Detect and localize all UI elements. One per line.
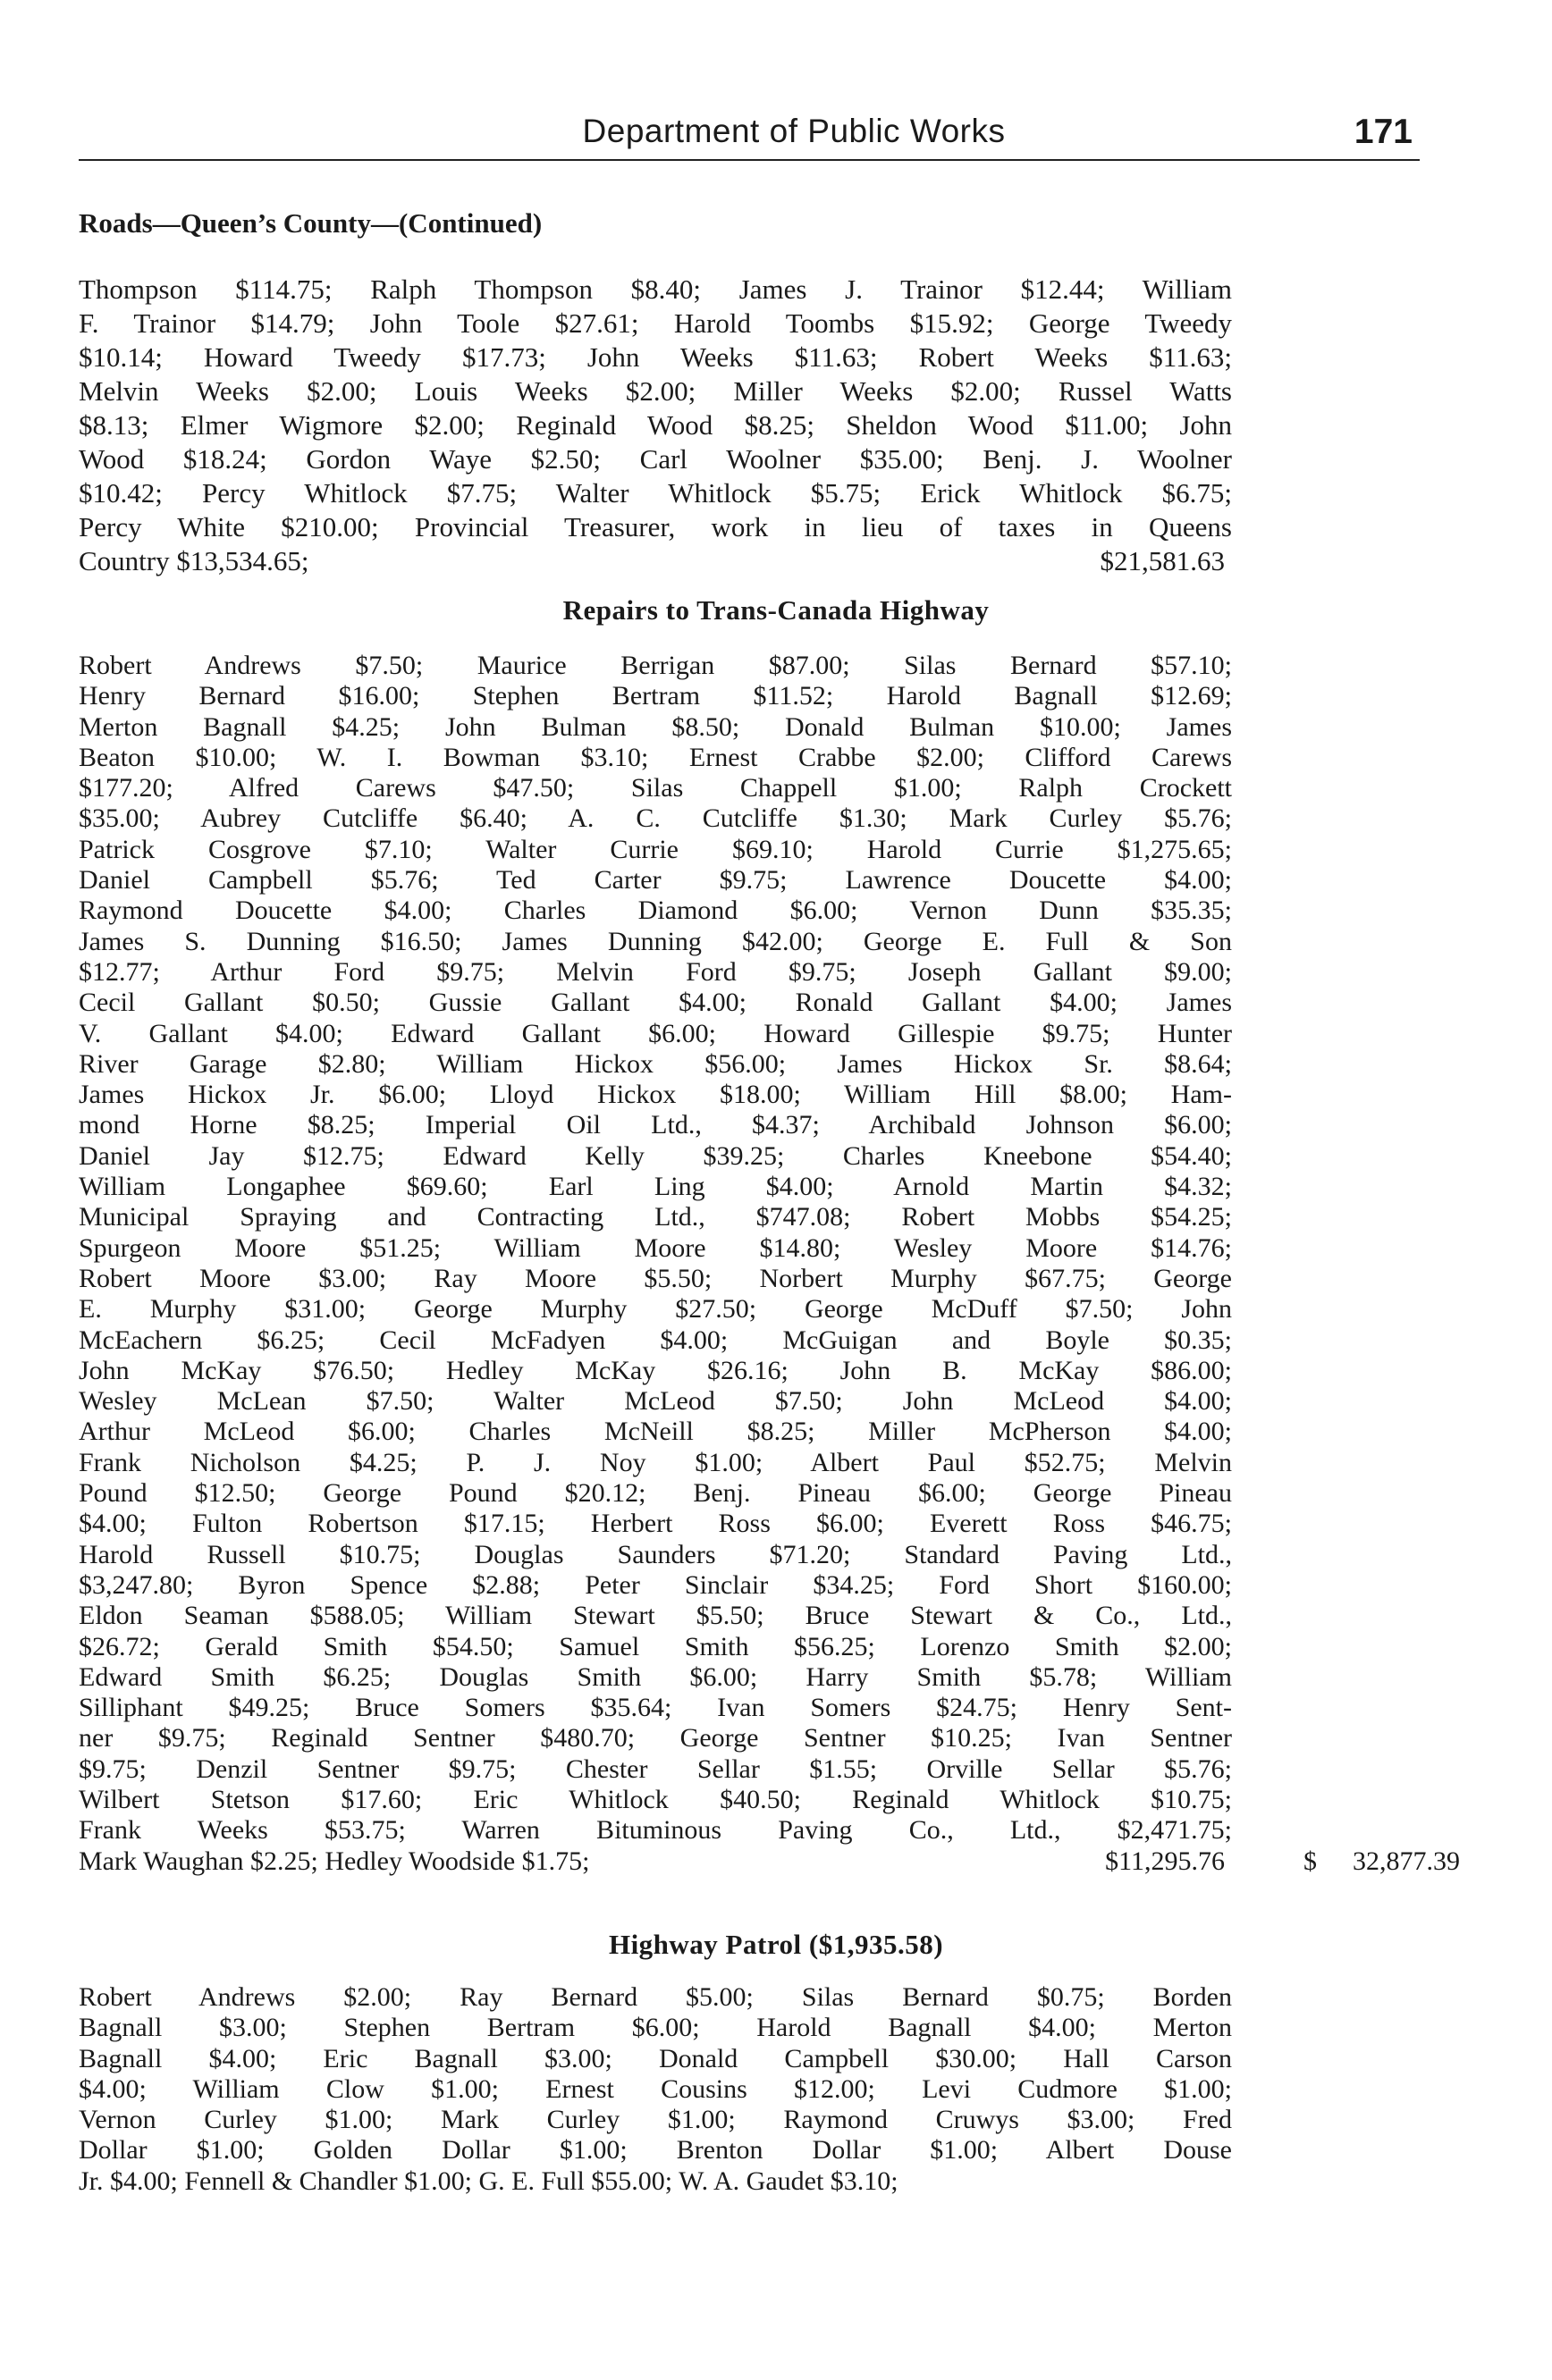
text-line [79,1172,1241,1202]
line-text: Bagnall $4.00; Eric Bagnall $3.00; Donald Campbell $30.00; Hall Carson [79,2043,1232,2073]
text-line [79,307,1241,341]
text-line [79,1785,1241,1815]
text-line [79,988,1241,1018]
text-line [79,1540,1241,1570]
line-text: Robert Moore $3.00; Ray Moore $5.50; Norbert Murphy $67.75; George [79,1263,1232,1293]
text-line [79,1141,1241,1172]
line-text: $10.14; Howard Tweedy $17.73; John Weeks $11.63; Robert Weeks $11.63; [79,341,1232,373]
text-line [79,2013,1241,2043]
text-line [79,773,1241,803]
line-text: Bagnall $3.00; Stephen Bertram $6.00; Harold Bagnall $4.00; Merton [79,2013,1232,2043]
line-text: Edward Smith $6.25; Douglas Smith $6.00; Harry Smith $5.78; William [79,1661,1232,1692]
line-text: Spurgeon Moore $51.25; William Moore $14.80; Wesley Moore $14.76; [79,1232,1232,1263]
line-text: Robert Andrews $7.50; Maurice Berrigan $87.00; Silas Bernard $57.10; [79,651,1232,680]
line-text: Percy White $210.00; Provincial Treasurer, work in lieu of taxes in Queens [79,511,1232,542]
text-line [79,2105,1241,2135]
text-line [79,1049,1241,1080]
line-text: $35.00; Aubrey Cutcliffe $6.40; A. C. Cutcliffe $1.30; Mark Curley $5.76; [79,803,1232,834]
line-text: ner $9.75; Reginald Sentner $480.70; George Sentner $10.25; Ivan Sentner [79,1723,1232,1753]
text-line [79,1570,1241,1601]
text-line [79,1202,1241,1232]
paragraph-highway-patrol [79,1982,1241,2197]
line-text: Merton Bagnall $4.25; John Bulman $8.50; Donald Bulman $10.00; James [79,711,1232,742]
line-text: Melvin Weeks $2.00; Louis Weeks $2.00; Miller Weeks $2.00; Russel Watts [79,375,1232,407]
text-line [79,651,1241,681]
text-line [79,865,1241,896]
line-text: John McKay $76.50; Hedley McKay $26.16; John B. McKay $86.00; [79,1355,1232,1385]
text-line [79,1325,1241,1356]
line-text: Vernon Curley $1.00; Mark Curley $1.00; Raymond Cruwys $3.00; Fred [79,2105,1232,2135]
heading-repairs-trans-canada: Repairs to Trans-Canada Highway [562,594,990,626]
line-text: Thompson $114.75; Ralph Thompson $8.40; James J. Trainor $12.44; William [79,273,1232,305]
line-text: Frank Weeks $53.75; Warren Bituminous Paving Co., Ltd., $2,471.75; [79,1815,1232,1846]
grand-total-amount: 32,877.39 [1353,1846,1460,1876]
paragraph-repairs-trans-canada [79,651,1460,1877]
text-line [79,341,1241,374]
line-text: Silliphant $49.25; Bruce Somers $35.64; Ivan Somers $24.75; Henry Sent- [79,1693,1232,1723]
text-line [79,1723,1241,1753]
line-text: $4.00; Fulton Robertson $17.15; Herbert Ross $6.00; Everett Ross $46.75; [79,1509,1232,1539]
paragraph-roads-queens-county [79,273,1241,578]
line-text: $177.20; Alfred Carews $47.50; Silas Chappell $1.00; Ralph Crockett [79,773,1232,803]
grand-total-currency: $ [1303,1846,1317,1876]
line-text: Frank Nicholson $4.25; P. J. Noy $1.00; Albert Paul $52.75; Melvin [79,1447,1232,1477]
line-text: Harold Russell $10.75; Douglas Saunders $71.20; Standard Paving Ltd., [79,1539,1232,1569]
line-text: Arthur McLeod $6.00; Charles McNeill $8.25; Miller McPherson $4.00; [79,1417,1232,1447]
subtotal: $11,295.76 [1105,1846,1225,1876]
line-text: Patrick Cosgrove $7.10; Walter Currie $69.10; Harold Currie $1,275.65; [79,834,1232,864]
text-line [79,408,1241,442]
line-text: Jr. $4.00; Fennell & Chandler $1.00; G. E. Full $55.00; W. A. Gaudet $3.10; [79,2166,898,2196]
text-line [79,476,1241,510]
line-text: James Hickox Jr. $6.00; Lloyd Hickox $18.00; William Hill $8.00; Ham- [79,1080,1232,1110]
text-line [79,2135,1241,2166]
heading-highway-patrol: Highway Patrol ($1,935.58) [608,1929,944,1960]
text-line [79,2166,1241,2197]
line-text: mond Horne $8.25; Imperial Oil Ltd., $4.37; Archibald Johnson $6.00; [79,1110,1232,1140]
text-line [79,1233,1241,1264]
text-line [79,442,1241,476]
text-line [79,1815,1241,1846]
line-text: Wood $18.24; Gordon Waye $2.50; Carl Woolner $35.00; Benj. J. Woolner [79,443,1232,475]
text-line [79,803,1241,834]
text-line [79,1846,1460,1877]
line-text: Raymond Doucette $4.00; Charles Diamond $6.00; Vernon Dunn $35.35; [79,896,1232,926]
text-line [79,2074,1241,2105]
line-text: $8.13; Elmer Wigmore $2.00; Reginald Wood $8.25; Sheldon Wood $11.00; John [79,409,1232,441]
line-text: Municipal Spraying and Contracting Ltd., $747.08; Robert Mobbs $54.25; [79,1202,1232,1232]
text-line [79,1294,1241,1325]
text-line [79,1019,1241,1049]
text-line [79,743,1241,773]
line-text: $10.42; Percy Whitlock $7.75; Walter Whitlock $5.75; Erick Whitlock $6.75; [79,477,1232,509]
line-text: Country $13,534.65; [79,545,309,576]
line-text: Mark Waughan $2.25; Hedley Woodside $1.75; [79,1846,590,1876]
line-text: Henry Bernard $16.00; Stephen Bertram $11.52; Harold Bagnall $12.69; [79,681,1232,711]
line-text: Wesley McLean $7.50; Walter McLeod $7.50; John McLeod $4.00; [79,1386,1232,1417]
line-text: McEachern $6.25; Cecil McFadyen $4.00; McGuigan and Boyle $0.35; [79,1325,1232,1355]
line-text: Pound $12.50; George Pound $20.12; Benj. Pineau $6.00; George Pineau [79,1478,1232,1509]
text-line [79,681,1241,711]
line-text: V. Gallant $4.00; Edward Gallant $6.00; Howard Gillespie $9.75; Hunter [79,1018,1232,1048]
text-line [79,896,1241,926]
line-text: $3,247.80; Byron Spence $2.88; Peter Sinclair $34.25; Ford Short $160.00; [79,1569,1232,1600]
line-text: $4.00; William Clow $1.00; Ernest Cousins $12.00; Levi Cudmore $1.00; [79,2073,1232,2104]
line-text: Eldon Seaman $588.05; William Stewart $5.50; Bruce Stewart & Co., Ltd., [79,1601,1232,1631]
text-line [79,2044,1241,2074]
line-text: Robert Andrews $2.00; Ray Bernard $5.00; Silas Bernard $0.75; Borden [79,1982,1232,2012]
line-text: Wilbert Stetson $17.60; Eric Whitlock $40.50; Reginald Whitlock $10.75; [79,1784,1232,1814]
line-text: Daniel Campbell $5.76; Ted Carter $9.75; Lawrence Doucette $4.00; [79,865,1232,896]
text-line [79,1601,1241,1631]
text-line [79,374,1241,408]
page-number: 171 [1354,113,1413,151]
running-title: Department of Public Works [582,113,1006,149]
subtotal: $21,581.63 [1100,545,1225,576]
line-text: James S. Dunning $16.50; James Dunning $42.00; George E. Full & Son [79,926,1232,956]
text-line [79,1417,1241,1447]
text-line [79,544,1241,578]
text-line [79,927,1241,957]
line-text: E. Murphy $31.00; George Murphy $27.50; George McDuff $7.50; John [79,1294,1232,1325]
text-line [79,835,1241,865]
line-text: Daniel Jay $12.75; Edward Kelly $39.25; Charles Kneebone $54.40; [79,1140,1232,1171]
text-line [79,1982,1241,2013]
text-line [79,273,1241,307]
text-line [79,1509,1241,1539]
line-text: William Longaphee $69.60; Earl Ling $4.00; Arnold Martin $4.32; [79,1172,1232,1202]
text-line [79,1264,1241,1294]
running-head [79,105,1420,161]
text-line [79,1693,1241,1723]
line-text: $12.77; Arthur Ford $9.75; Melvin Ford $9.75; Joseph Gallant $9.00; [79,956,1232,987]
text-line [79,1448,1241,1478]
text-line [79,510,1241,544]
text-line [79,1478,1241,1509]
line-text: River Garage $2.80; William Hickox $56.00; James Hickox Sr. $8.64; [79,1048,1232,1079]
text-line [79,1110,1241,1140]
section-label: Roads—Queen’s County—(Continued) [79,207,543,239]
text-line [79,712,1241,743]
line-text: $26.72; Gerald Smith $54.50; Samuel Smith $56.25; Lorenzo Smith $2.00; [79,1631,1232,1661]
text-line [79,1632,1241,1662]
text-line [79,957,1241,988]
line-text: Dollar $1.00; Golden Dollar $1.00; Brenton Dollar $1.00; Albert Douse [79,2135,1232,2166]
text-line [79,1080,1241,1110]
line-text: F. Trainor $14.79; John Toole $27.61; Harold Toombs $15.92; George Tweedy [79,307,1232,339]
text-line [79,1356,1241,1386]
line-text: Cecil Gallant $0.50; Gussie Gallant $4.00; Ronald Gallant $4.00; James [79,988,1232,1018]
text-line [79,1754,1241,1785]
line-text: $9.75; Denzil Sentner $9.75; Chester Sellar $1.55; Orville Sellar $5.76; [79,1753,1232,1784]
text-line [79,1386,1241,1417]
text-line [79,1662,1241,1693]
line-text: Beaton $10.00; W. I. Bowman $3.10; Ernest Crabbe $2.00; Clifford Carews [79,742,1232,772]
